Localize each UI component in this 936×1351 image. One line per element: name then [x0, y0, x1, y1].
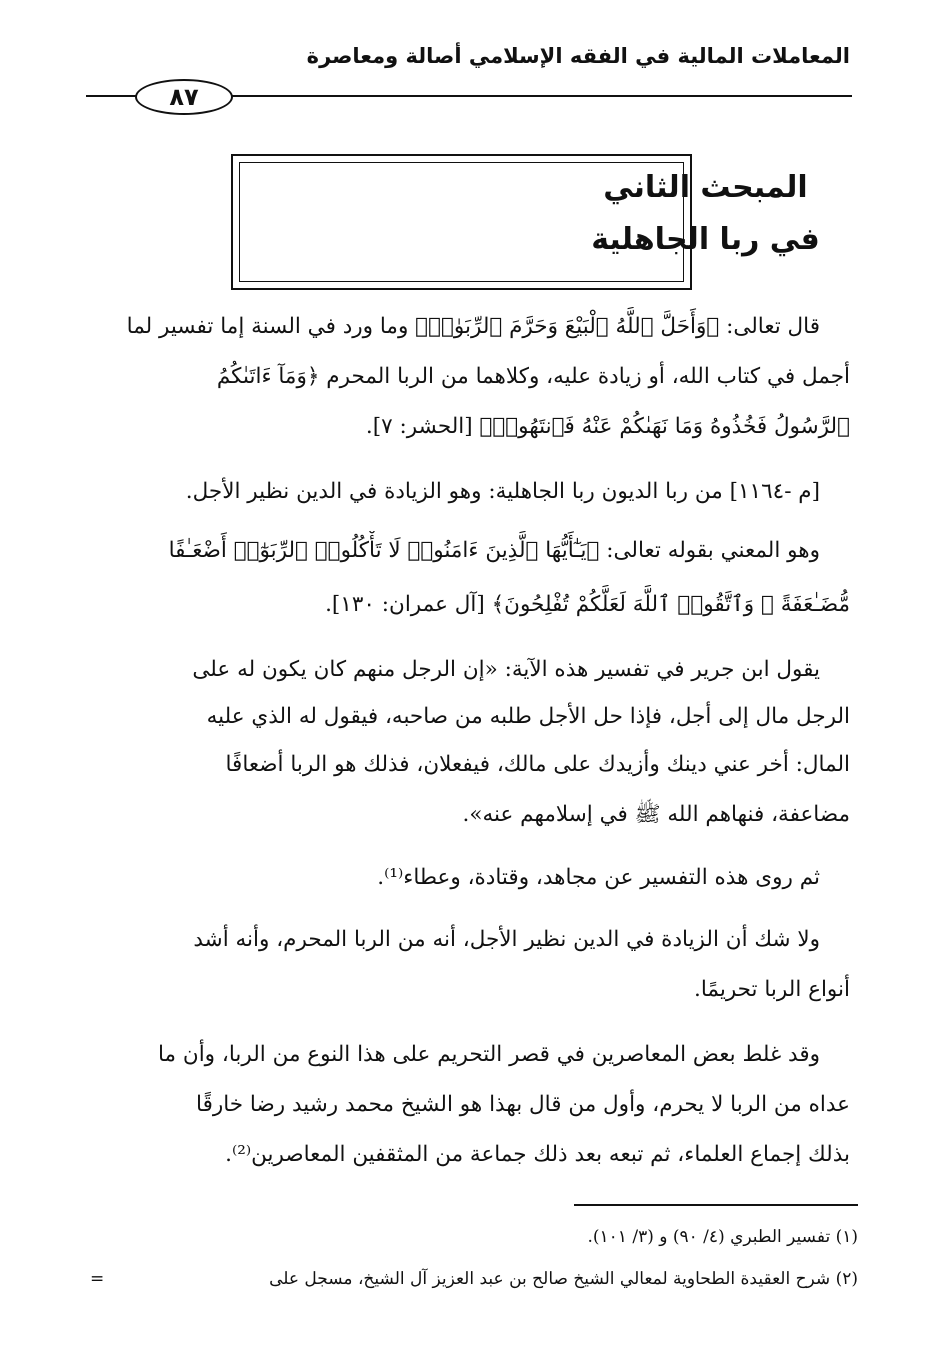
paragraph-7-line-3: بذلك إجماع العلماء، ثم تبعه بعد ذلك جماعة من المثقفين المعاصرين⁽²⁾.: [225, 1142, 850, 1167]
paragraph-7-line-1: وقد غلط بعض المعاصرين في قصر التحريم على هذا النوع من الربا، وأن ما: [158, 1042, 820, 1067]
running-title: المعاملات المالية في الفقه الإسلامي أصالة ومعاصرة: [306, 44, 850, 68]
footnote-2: (٢) شرح العقيدة الطحاوية لمعالي الشيخ صالح بن عبد العزيز آل الشيخ، مسجل على: [269, 1269, 858, 1289]
paragraph-4-line-1: يقول ابن جرير في تفسير هذه الآية: «إن الرجل منهم كان يكون له على: [192, 657, 820, 682]
page-number: ٨٧: [135, 79, 233, 115]
paragraph-6-line-2: أنواع الربا تحريمًا.: [694, 977, 850, 1002]
section-title-line-2: في ربا الجاهلية: [591, 222, 820, 257]
paragraph-1-line-1: قال تعالى: ﴿وَأَحَلَّ ٱللَّهُ ٱلْبَيْعَ وَحَرَّمَ ٱلرِّبَوٰا۟﴾ وما ورد في السنة إما تفسير لما: [126, 314, 820, 339]
paragraph-4-line-3: المال: أخر عني دينك وأزيدك على مالك، فيفعلان، فذلك هو الربا أضعافًا: [225, 752, 850, 777]
paragraph-1-line-3: ٱلرَّسُولُ فَخُذُوهُ وَمَا نَهَىٰكُمْ عَنْهُ فَٱنتَهُوا۟﴾ [الحشر: ٧].: [365, 414, 850, 439]
paragraph-1-line-2: أجمل في كتاب الله، أو زيادة عليه، وكلاهما من الربا المحرم ﴿وَمَآ ءَاتَىٰكُمُ: [216, 364, 850, 389]
section-title-line-1: المبحث الثاني: [603, 170, 808, 205]
footnote-separator: [574, 1204, 858, 1206]
paragraph-2-line-1: [م -١١٦٤] من ربا الديون ربا الجاهلية: وهو الزيادة في الدين نظير الأجل.: [185, 479, 820, 504]
paragraph-7-line-2: عداه من الربا لا يحرم، وأول من قال بهذا هو الشيخ محمد رشيد رضا خارقًا: [196, 1092, 850, 1117]
footnote-1: (١) تفسير الطبري (٤/ ٩٠) و (٣/ ١٠١).: [587, 1227, 858, 1247]
paragraph-4-line-2: الرجل مال إلى أجل، فإذا حل الأجل طلبه من صاحبه، فيقول له الذي عليه: [206, 704, 850, 729]
paragraph-6-line-1: ولا شك أن الزيادة في الدين نظير الأجل، أنه من الربا المحرم، وأنه أشد: [193, 927, 820, 952]
footnote-continuation-mark: =: [90, 1269, 105, 1289]
paragraph-4-line-4: مضاعفة، فنهاهم الله ﷺ في إسلامهم عنه».: [462, 802, 850, 827]
paragraph-3-line-2: مُّضَـٰعَفَةً ۖ وَٱتَّقُوا۟ ٱللَّهَ لَعَلَّكُمْ تُفْلِحُونَ﴾ [آل عمران: ١٣٠].: [325, 592, 850, 617]
paragraph-5-line-1: ثم روى هذه التفسير عن مجاهد، وقتادة، وعطاء⁽¹⁾.: [377, 865, 820, 890]
paragraph-3-line-1: وهو المعني بقوله تعالى: ﴿يَـٰٓأَيُّهَا ٱلَّذِينَ ءَامَنُوا۟ لَا تَأْكُلُوا۟ ٱلرِّبَوٰٓا۟ أَضْعَـٰفًا: [168, 538, 820, 563]
